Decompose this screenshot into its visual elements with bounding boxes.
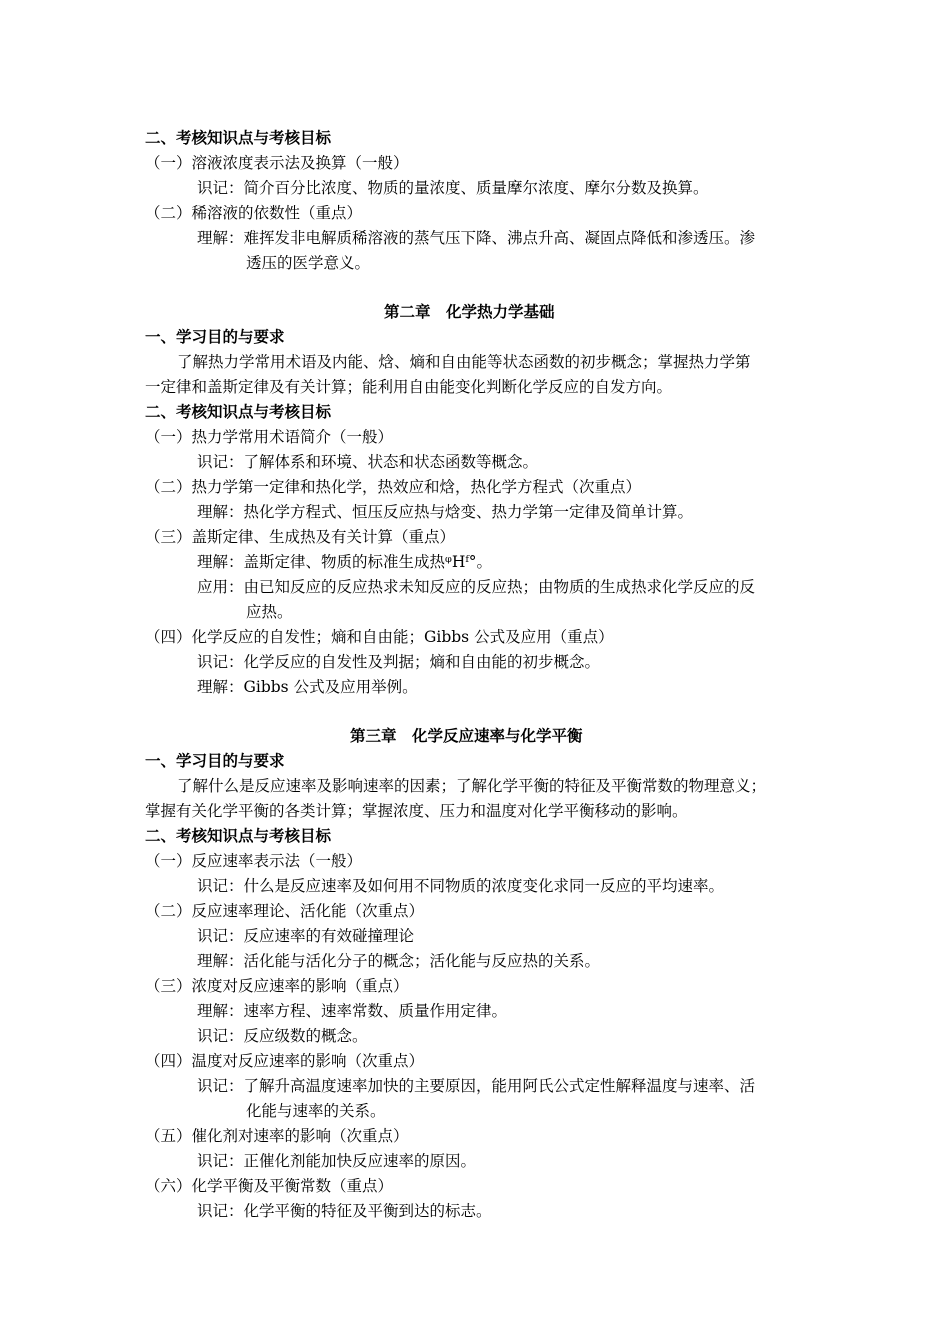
objectives-text: 掌握有关化学平衡的各类计算；掌握浓度、压力和温度对化学平衡移动的影响。	[145, 802, 688, 820]
section-heading: 二、考核知识点与考核目标	[145, 402, 332, 421]
item-line: 识记：反应级数的概念。	[197, 1027, 368, 1045]
item-line: 识记：简介百分比浓度、物质的量浓度、质量摩尔浓度、摩尔分数及换算。	[197, 179, 709, 197]
item-line: 识记：了解升高温度速率加快的主要原因，能用阿氏公式定性解释温度与速率、活	[197, 1077, 756, 1095]
item-line: 应用：由已知反应的反应热求未知反应的反应热；由物质的生成热求化学反应的反	[197, 578, 756, 596]
chapter-title: 第三章 化学反应速率与化学平衡	[350, 726, 583, 745]
item-title: （四）温度对反应速率的影响（次重点）	[145, 1052, 425, 1070]
objectives-heading: 一、学习目的与要求	[145, 327, 285, 346]
item-title: （一）热力学常用术语简介（一般）	[145, 428, 394, 446]
objectives-text: 了解什么是反应速率及影响速率的因素；了解化学平衡的特征及平衡常数的物理意义；	[177, 777, 767, 795]
item-line: 识记：反应速率的有效碰撞理论	[197, 927, 415, 945]
objectives-heading: 一、学习目的与要求	[145, 751, 285, 770]
item-line: 透压的医学意义。	[246, 254, 371, 272]
item-title: （四）化学反应的自发性；熵和自由能；Gibbs 公式及应用（重点）	[145, 628, 614, 646]
objectives-text: 一定律和盖斯定律及有关计算；能利用自由能变化判断化学反应的自发方向。	[145, 378, 673, 396]
item-line: 理解：活化能与活化分子的概念；活化能与反应热的关系。	[197, 952, 601, 970]
item-title: （五）催化剂对速率的影响（次重点）	[145, 1127, 409, 1145]
item-title: （一）反应速率表示法（一般）	[145, 852, 363, 870]
item-line: 理解：速率方程、速率常数、质量作用定律。	[197, 1002, 508, 1020]
item-title: （一）溶液浓度表示法及换算（一般）	[145, 154, 409, 172]
item-title: （二）热力学第一定律和热化学，热效应和焓，热化学方程式（次重点）	[145, 478, 642, 496]
section-heading: 二、考核知识点与考核目标	[145, 128, 332, 147]
item-title: （三）盖斯定律、生成热及有关计算（重点）	[145, 528, 456, 546]
item-line: 识记：了解体系和环境、状态和状态函数等概念。	[197, 453, 539, 471]
item-line: 识记：正催化剂能加快反应速率的原因。	[197, 1152, 477, 1170]
item-line: 理解：Gibbs 公式及应用举例。	[197, 678, 418, 696]
objectives-text: 了解热力学常用术语及内能、焓、熵和自由能等状态函数的初步概念；掌握热力学第	[177, 353, 751, 371]
item-line: 识记：化学平衡的特征及平衡到达的标志。	[197, 1202, 492, 1220]
item-title: （二）稀溶液的依数性（重点）	[145, 204, 363, 222]
item-title: （二）反应速率理论、活化能（次重点）	[145, 902, 425, 920]
section-heading: 二、考核知识点与考核目标	[145, 826, 332, 845]
item-line: 识记：化学反应的自发性及判据；熵和自由能的初步概念。	[197, 653, 601, 671]
item-line: 化能与速率的关系。	[246, 1102, 386, 1120]
item-line: 理解：热化学方程式、恒压反应热与焓变、热力学第一定律及简单计算。	[197, 503, 694, 521]
item-title: （三）浓度对反应速率的影响（重点）	[145, 977, 409, 995]
item-line: 识记：什么是反应速率及如何用不同物质的浓度变化求同一反应的平均速率。	[197, 877, 725, 895]
item-title: （六）化学平衡及平衡常数（重点）	[145, 1177, 394, 1195]
item-line: 理解：难挥发非电解质稀溶液的蒸气压下降、沸点升高、凝固点降低和渗透压。渗	[197, 229, 756, 247]
chapter-title: 第二章 化学热力学基础	[384, 302, 555, 321]
item-line: 理解：盖斯定律、物质的标准生成热ᵠHᶠ°。	[197, 553, 493, 571]
item-line: 应热。	[246, 603, 293, 621]
